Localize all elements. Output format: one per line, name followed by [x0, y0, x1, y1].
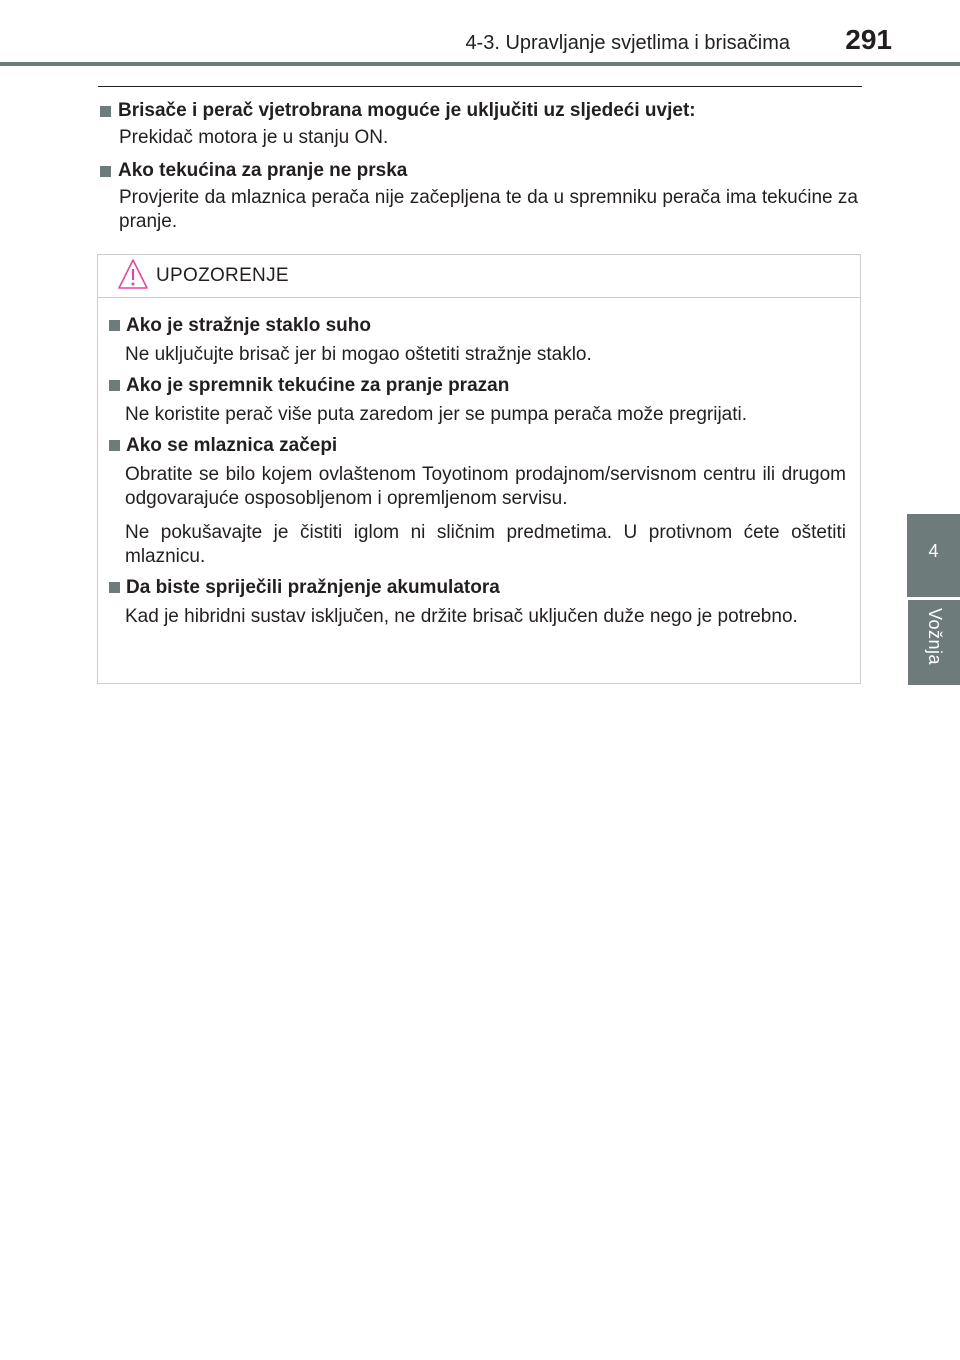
warning-header — [98, 255, 860, 298]
warning-item-title-text: Ako je spremnik tekućine za pranje prazan — [126, 375, 510, 396]
info-item-title-text: Ako tekućina za pranje ne prska — [118, 160, 408, 181]
page-number: 291 — [845, 24, 892, 55]
info-item — [98, 98, 858, 150]
section-divider — [98, 86, 862, 87]
warning-body — [106, 313, 846, 635]
warning-item-title — [106, 313, 846, 339]
warning-item-text: Kad je hibridni sustav isključen, ne držite brisač uključen duže nego je potrebno. — [125, 606, 798, 627]
main-content — [98, 98, 858, 242]
info-item-text: Provjerite da mlaznica perača nije začepljena te da u spremniku perača ima tekućine za pranje. — [119, 187, 858, 232]
warning-label: UPOZORENJE — [156, 265, 289, 286]
square-bullet-icon — [109, 320, 120, 331]
warning-triangle-icon — [116, 257, 150, 291]
square-bullet-icon — [100, 106, 111, 117]
warning-box — [97, 254, 861, 684]
warning-item — [106, 373, 846, 427]
chapter-number: 4 — [928, 541, 939, 561]
chapter-name: Vožnja — [925, 608, 945, 666]
chapter-tab[interactable] — [907, 514, 960, 597]
warning-item-text: Ne koristite perač više puta zaredom jer se pumpa perača može pregrijati. — [125, 404, 748, 425]
chapter-label — [908, 600, 960, 685]
info-item-text: Prekidač motora je u stanju ON. — [119, 127, 389, 148]
warning-item — [106, 433, 846, 569]
warning-item-title-text: Da biste spriječili pražnjenje akumulatora — [126, 577, 500, 598]
warning-item — [106, 313, 846, 367]
info-item-title — [98, 158, 858, 184]
page-header — [0, 0, 960, 66]
info-item-title-text: Brisače i perač vjetrobrana moguće je uključiti uz sljedeći uvjet: — [118, 100, 696, 121]
warning-item-text: Ne uključujte brisač jer bi mogao oštetiti stražnje staklo. — [125, 344, 592, 365]
header-rule — [0, 62, 960, 66]
warning-item-text: Ne pokušavajte je čistiti iglom ni sličnim predmetima. U protivnom ćete oštetiti mlaznicu. — [125, 522, 846, 567]
warning-item-title-text: Ako se mlaznica začepi — [126, 435, 338, 456]
square-bullet-icon — [109, 440, 120, 451]
square-bullet-icon — [100, 166, 111, 177]
info-item — [98, 158, 858, 234]
info-item-title — [98, 98, 858, 124]
warning-item-text: Obratite se bilo kojem ovlaštenom Toyotinom prodajnom/servisnom centru ili drugom odgovarajuće osposobljenom i opremljenom servisu. — [125, 464, 846, 509]
warning-item-title — [106, 373, 846, 399]
warning-item-title-text: Ako je stražnje staklo suho — [126, 315, 371, 336]
warning-item-title — [106, 433, 846, 459]
square-bullet-icon — [109, 582, 120, 593]
section-title: 4-3. Upravljanje svjetlima i brisačima — [465, 32, 790, 54]
square-bullet-icon — [109, 380, 120, 391]
warning-item-title — [106, 575, 846, 601]
warning-item — [106, 575, 846, 629]
